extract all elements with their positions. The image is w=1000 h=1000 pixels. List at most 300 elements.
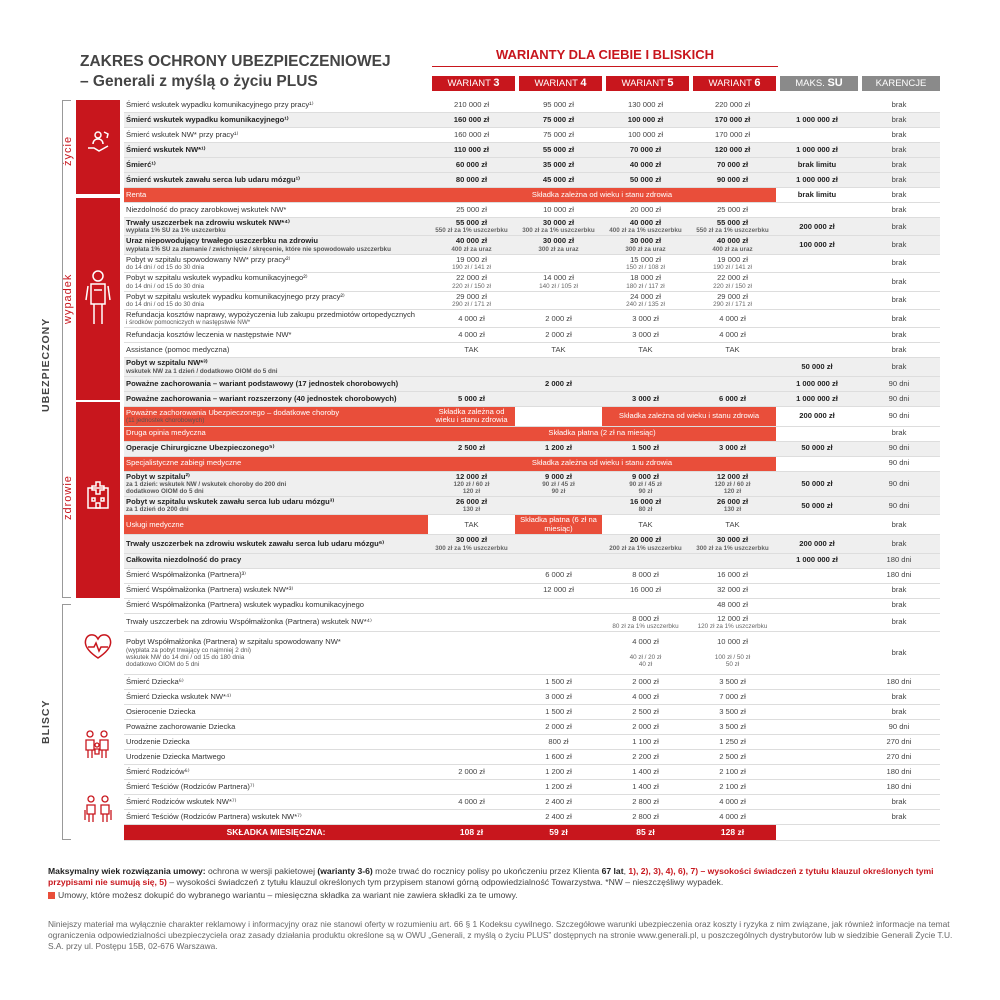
- value-cell: 16 000 zł: [602, 583, 689, 598]
- table-row: [124, 143, 940, 158]
- value-cell: 26 000 zł 130 zł: [689, 497, 776, 515]
- value-cell: 100 000 zł: [602, 113, 689, 128]
- value-cell: [515, 613, 602, 631]
- value-cell: 3 000 zł: [689, 441, 776, 456]
- value-cell: [515, 632, 602, 675]
- footnote-max-age: Maksymalny wiek rozwiązania umowy: ochrona w wersji pakietowej (warianty 3-6) może trwać do rocznicy polisy po ukończeniu przez Klienta 67 lat, 1), 2), 3), 4), 6), 7) – wysokości świadczeń z tytułu klauzul określonych tymi przypisami nie sumują się, 5) – wysokości świadczeń z tytułu klauzul określonych tym przypisem stanowi górną odpowiedzialność Towarzystwa. *NW – nieszczęśliwy wypadek.: [48, 866, 934, 887]
- row-label: Urodzenie Dziecka: [124, 735, 428, 750]
- value-cell: 12 000 zł 120 zł / 60 zł 120 zł: [428, 471, 515, 496]
- value-cell: [689, 358, 776, 376]
- table-row: [124, 291, 940, 309]
- value-cell: 2 400 zł: [515, 795, 602, 810]
- empty-cell: [776, 825, 858, 841]
- value-cell: 2 800 zł: [602, 810, 689, 825]
- max-su-cell: [776, 328, 858, 343]
- value-cell: 8 000 zł: [602, 568, 689, 583]
- karencja-cell: 180 dni: [858, 675, 940, 690]
- value-cell: 20 000 zł: [602, 203, 689, 218]
- value-cell: 16 000 zł 80 zł: [602, 497, 689, 515]
- value-cell: 1 500 zł: [602, 441, 689, 456]
- karencja-cell: brak: [858, 158, 940, 173]
- karencja-cell: brak: [858, 690, 940, 705]
- max-su-cell: 50 000 zł: [776, 441, 858, 456]
- table-row: [124, 780, 940, 795]
- value-cell: 4 000 zł: [689, 328, 776, 343]
- value-cell: 4 000 zł: [428, 310, 515, 328]
- footnote-addons: Umowy, które możesz dokupić do wybranego wariantu – miesięczna składka za wariant nie zawiera składki za te umowy.: [48, 890, 948, 901]
- value-cell: 26 000 zł 130 zł: [428, 497, 515, 515]
- value-cell: 40 000 zł 400 zł za uraz: [689, 236, 776, 254]
- max-su-cell: [776, 675, 858, 690]
- value-cell: 80 000 zł: [428, 173, 515, 188]
- karencja-cell: brak: [858, 598, 940, 613]
- row-label: Pobyt w szpitalu²⁾ za 1 dzień: wskutek NW / wskutek choroby do 200 dni dodatkowo OIOM do 5 dni: [124, 471, 428, 496]
- value-cell: 12 000 zł: [515, 583, 602, 598]
- value-cell: 30 000 zł 300 zł za 1% uszczerbku: [515, 218, 602, 236]
- value-cell: 45 000 zł: [515, 173, 602, 188]
- table-row: [124, 750, 940, 765]
- row-label: Druga opinia medyczna: [124, 426, 428, 441]
- value-cell: [428, 810, 515, 825]
- karencja-cell: brak: [858, 143, 940, 158]
- value-cell: 2 800 zł: [602, 795, 689, 810]
- karencja-cell: brak: [858, 343, 940, 358]
- max-su-cell: [776, 273, 858, 291]
- disclaimer: Niniejszy materiał ma wyłącznie charakter reklamowy i informacyjny oraz nie stanowi oferty w rozumieniu art. 66 § 1 Kodeksu cywilnego. Szczegółowe warunki ubezpieczenia oraz koszty i ryzyka z nim związane, jak również informacje na temat ograniczenia odpowiedzialności ubezpieczyciela oraz zasady działania produktu określone są w OWU „Generali, z myślą o życiu PLUS” dostępnych na stronie www.generali.pl, u poszczególnych dystrybutorów lub w siedzibie Generali Życie T.U. S.A. przy ul. Postępu 15B, 02-676 Warszawa.: [48, 919, 953, 951]
- value-cell: 90 000 zł: [689, 173, 776, 188]
- value-cell: 10 000 zł: [515, 203, 602, 218]
- row-label: Śmierć wskutek NW*¹⁾: [124, 143, 428, 158]
- max-su-cell: [776, 583, 858, 598]
- row-label: Pobyt w szpitalu wskutek wypadku komunikacyjnego przy pracy²⁾ do 14 dni / od 15 do 30 dnia: [124, 291, 428, 309]
- value-cell: [428, 750, 515, 765]
- karencja-cell: brak: [858, 236, 940, 254]
- value-cell: 2 000 zł: [515, 328, 602, 343]
- value-cell: TAK: [602, 343, 689, 358]
- premium-note: Składka zależna od wieku i stanu zdrowia: [428, 406, 515, 426]
- value-cell: 120 000 zł: [689, 143, 776, 158]
- row-label: Urodzenie Dziecka Martwego: [124, 750, 428, 765]
- heart-icon: [82, 630, 114, 662]
- value-cell: 2 100 zł: [689, 780, 776, 795]
- value-cell: [602, 553, 689, 568]
- value-cell: [428, 613, 515, 631]
- max-su-cell: [776, 765, 858, 780]
- max-su-cell: brak limitu: [776, 188, 858, 203]
- bracket-bliscy: [62, 604, 63, 840]
- max-su-cell: [776, 291, 858, 309]
- value-cell: 22 000 zł 220 zł / 150 zł: [689, 273, 776, 291]
- max-su-cell: [776, 720, 858, 735]
- row-label: Śmierć wskutek NW* przy pracy¹⁾: [124, 128, 428, 143]
- karencja-cell: 90 dni: [858, 471, 940, 496]
- premium-note: Składka zależna od wieku i stanu zdrowia: [428, 456, 776, 471]
- max-su-cell: [776, 690, 858, 705]
- value-cell: 3 500 zł: [689, 705, 776, 720]
- row-label: Pobyt w szpitalu NW*³⁾ wskutek NW za 1 dzień / dodatkowo OIOM do 5 dni: [124, 358, 428, 376]
- max-su-cell: [776, 254, 858, 272]
- table-row: [124, 613, 940, 631]
- karencja-cell: 90 dni: [858, 441, 940, 456]
- value-cell: 2 200 zł: [602, 750, 689, 765]
- value-cell: 3 500 zł: [689, 675, 776, 690]
- value-cell: 95 000 zł: [515, 98, 602, 113]
- karencja-cell: brak: [858, 535, 940, 553]
- max-su-cell: [776, 203, 858, 218]
- premium-note: Składka płatna (2 zł na miesiąc): [428, 426, 776, 441]
- karencja-cell: brak: [858, 128, 940, 143]
- value-cell: [428, 690, 515, 705]
- table-row: [124, 456, 940, 471]
- max-su-cell: 50 000 zł: [776, 358, 858, 376]
- column-header-wariant-6: WARIANT 6: [693, 76, 776, 91]
- table-row: [124, 441, 940, 456]
- parents-icon: [82, 792, 114, 824]
- karencja-cell: brak: [858, 515, 940, 535]
- row-label: Trwały uszczerbek na zdrowiu Współmałżonka (Partnera) wskutek NW*⁴⁾: [124, 613, 428, 631]
- value-cell: 25 000 zł: [689, 203, 776, 218]
- value-cell: 4 000 zł: [428, 328, 515, 343]
- value-cell: [428, 598, 515, 613]
- value-cell: 100 000 zł: [602, 128, 689, 143]
- value-cell: 220 000 zł: [689, 98, 776, 113]
- value-cell: 4 000 zł 40 zł / 20 zł 40 zł: [602, 632, 689, 675]
- life-icon: [82, 126, 114, 158]
- max-su-cell: brak limitu: [776, 158, 858, 173]
- value-cell: [515, 254, 602, 272]
- table-row: [124, 583, 940, 598]
- column-header-karencje: KARENCJE: [862, 76, 940, 91]
- row-label: Refundacja kosztów naprawy, wypożyczenia lub zakupu przedmiotów ortopedycznych i środków pomocniczych w następstwie NW*: [124, 310, 428, 328]
- max-su-cell: [776, 735, 858, 750]
- row-label: Śmierć Dziecka⁶⁾: [124, 675, 428, 690]
- value-cell: 2 500 zł: [689, 750, 776, 765]
- value-cell: 14 000 zł 140 zł / 105 zł: [515, 273, 602, 291]
- row-label: Śmierć wskutek wypadku komunikacyjnego przy pracy¹⁾: [124, 98, 428, 113]
- value-cell: 60 000 zł: [428, 158, 515, 173]
- karencja-cell: 180 dni: [858, 780, 940, 795]
- max-su-cell: [776, 750, 858, 765]
- karencja-cell: brak: [858, 254, 940, 272]
- table-row: [124, 328, 940, 343]
- max-su-cell: 1 000 000 zł: [776, 376, 858, 391]
- max-su-cell: 200 000 zł: [776, 535, 858, 553]
- value-cell: 29 000 zł 290 zł / 171 zł: [428, 291, 515, 309]
- value-cell: [602, 376, 689, 391]
- value-cell: 15 000 zł 150 zł / 108 zł: [602, 254, 689, 272]
- row-label: Specjalistyczne zabiegi medyczne: [124, 456, 428, 471]
- value-cell: 1 600 zł: [515, 750, 602, 765]
- table-row: [124, 236, 940, 254]
- monthly-premium-value: 108 zł: [428, 825, 515, 841]
- column-header-wariant-5: WARIANT 5: [606, 76, 689, 91]
- table-row: [124, 765, 940, 780]
- max-su-cell: 1 000 000 zł: [776, 143, 858, 158]
- table-row: [124, 173, 940, 188]
- value-cell: [602, 358, 689, 376]
- table-row: [124, 158, 940, 173]
- value-cell: 25 000 zł: [428, 203, 515, 218]
- value-cell: [428, 705, 515, 720]
- value-cell: 3 000 zł: [602, 391, 689, 406]
- table-row: [124, 113, 940, 128]
- value-cell: 2 100 zł: [689, 765, 776, 780]
- value-cell: 2 400 zł: [515, 810, 602, 825]
- row-label: Renta: [124, 188, 428, 203]
- value-cell: 75 000 zł: [515, 128, 602, 143]
- variants-header-line: [432, 66, 778, 67]
- value-cell: 6 000 zł: [515, 568, 602, 583]
- karencja-cell: brak: [858, 98, 940, 113]
- karencja-cell: 270 dni: [858, 750, 940, 765]
- value-cell: 7 000 zł: [689, 690, 776, 705]
- hospital-icon: [82, 480, 114, 512]
- table-row: [124, 632, 940, 675]
- value-cell: 20 000 zł 200 zł za 1% uszczerbku: [602, 535, 689, 553]
- value-cell: 1 200 zł: [515, 780, 602, 795]
- value-cell: [515, 535, 602, 553]
- karencja-cell: brak: [858, 188, 940, 203]
- table-row: [124, 203, 940, 218]
- table-row: [124, 343, 940, 358]
- value-cell: 12 000 zł 120 zł za 1% uszczerbku: [689, 613, 776, 631]
- table-row: [124, 426, 940, 441]
- row-label: Poważne zachorowania – wariant podstawowy (17 jednostek chorobowych): [124, 376, 428, 391]
- accident-icon: [82, 268, 114, 328]
- value-cell: 19 000 zł 190 zł / 141 zł: [689, 254, 776, 272]
- value-cell: 4 000 zł: [428, 795, 515, 810]
- table-row: [124, 598, 940, 613]
- max-su-cell: 50 000 zł: [776, 497, 858, 515]
- value-cell: 2 000 zł: [515, 720, 602, 735]
- max-su-cell: [776, 310, 858, 328]
- value-cell: [428, 632, 515, 675]
- value-cell: 2 500 zł: [428, 441, 515, 456]
- group-label-zdrowie: zdrowie: [62, 475, 74, 520]
- max-su-cell: [776, 426, 858, 441]
- karencja-cell: 90 dni: [858, 406, 940, 426]
- karencja-cell: brak: [858, 291, 940, 309]
- value-cell: 210 000 zł: [428, 98, 515, 113]
- value-cell: [428, 720, 515, 735]
- value-cell: 3 000 zł: [602, 328, 689, 343]
- karencja-cell: 90 dni: [858, 456, 940, 471]
- row-label: Trwały uszczerbek na zdrowiu wskutek zawału serca lub udaru mózgu⁶⁾: [124, 535, 428, 553]
- row-label: Śmierć Współmałżonka (Partnera) wskutek NW*³⁾: [124, 583, 428, 598]
- value-cell: 4 000 zł: [689, 310, 776, 328]
- row-label: Śmierć¹⁾: [124, 158, 428, 173]
- karencja-cell: brak: [858, 583, 940, 598]
- max-su-cell: 1 000 000 zł: [776, 553, 858, 568]
- karencja-cell: brak: [858, 310, 940, 328]
- value-cell: 8 000 zł 80 zł za 1% uszczerbku: [602, 613, 689, 631]
- table-row: [124, 471, 940, 496]
- row-label: Poważne zachorowania – wariant rozszerzony (40 jednostek chorobowych): [124, 391, 428, 406]
- max-su-cell: [776, 515, 858, 535]
- title-line-2: – Generali z myślą o życiu PLUS: [80, 73, 318, 90]
- value-cell: 70 000 zł: [689, 158, 776, 173]
- value-cell: 4 000 zł: [602, 690, 689, 705]
- karencja-cell: brak: [858, 795, 940, 810]
- max-su-cell: 50 000 zł: [776, 471, 858, 496]
- max-su-cell: 200 000 zł: [776, 406, 858, 426]
- table-row: [124, 690, 940, 705]
- value-cell: 110 000 zł: [428, 143, 515, 158]
- value-cell: [515, 497, 602, 515]
- value-cell: [428, 553, 515, 568]
- max-su-cell: 1 000 000 zł: [776, 113, 858, 128]
- karencja-cell: 90 dni: [858, 391, 940, 406]
- value-cell: [515, 358, 602, 376]
- monthly-premium-value: 128 zł: [689, 825, 776, 841]
- table-row: [124, 358, 940, 376]
- karencja-cell: brak: [858, 218, 940, 236]
- karencja-cell: brak: [858, 705, 940, 720]
- red-square-legend: [48, 892, 55, 899]
- karencja-cell: brak: [858, 173, 940, 188]
- table-row: [124, 188, 940, 203]
- karencja-cell: 180 dni: [858, 765, 940, 780]
- value-cell: 3 000 zł: [602, 310, 689, 328]
- value-cell: TAK: [428, 343, 515, 358]
- group-label-zycie: życie: [62, 135, 74, 166]
- karencja-cell: brak: [858, 426, 940, 441]
- karencja-cell: brak: [858, 810, 940, 825]
- value-cell: 55 000 zł 550 zł za 1% uszczerbku: [689, 218, 776, 236]
- value-cell: 160 000 zł: [428, 113, 515, 128]
- karencja-cell: 270 dni: [858, 735, 940, 750]
- value-cell: 16 000 zł: [689, 568, 776, 583]
- karencja-cell: 180 dni: [858, 568, 940, 583]
- karencja-cell: brak: [858, 613, 940, 631]
- value-cell: 10 000 zł 100 zł / 50 zł 50 zł: [689, 632, 776, 675]
- value-cell: 170 000 zł: [689, 128, 776, 143]
- value-cell: 1 500 zł: [515, 705, 602, 720]
- value-cell: 2 500 zł: [602, 705, 689, 720]
- value-cell: 29 000 zł 290 zł / 171 zł: [689, 291, 776, 309]
- value-cell: [428, 675, 515, 690]
- premium-note: Składka zależna od wieku i stanu zdrowia: [428, 188, 776, 203]
- value-cell: 55 000 zł: [515, 143, 602, 158]
- value-cell: 2 000 zł: [515, 376, 602, 391]
- value-cell: 48 000 zł: [689, 598, 776, 613]
- karencja-cell: brak: [858, 113, 940, 128]
- row-label: Śmierć Współmałżonka (Partnera)³⁾: [124, 568, 428, 583]
- max-su-cell: [776, 343, 858, 358]
- karencja-cell: brak: [858, 328, 940, 343]
- table-row: [124, 735, 940, 750]
- max-su-cell: [776, 98, 858, 113]
- max-su-cell: 100 000 zł: [776, 236, 858, 254]
- value-cell: 35 000 zł: [515, 158, 602, 173]
- table-row: [124, 553, 940, 568]
- table-row: [124, 310, 940, 328]
- table-row: [124, 128, 940, 143]
- value-cell: 5 000 zł: [428, 391, 515, 406]
- value-cell: 40 000 zł 400 zł za uraz: [428, 236, 515, 254]
- premium-note: Składka zależna od wieku i stanu zdrowia: [602, 406, 776, 426]
- empty-cell: [858, 825, 940, 841]
- column-header-wariant-3: WARIANT 3: [432, 76, 515, 91]
- value-cell: 24 000 zł 240 zł / 135 zł: [602, 291, 689, 309]
- value-cell: 1 200 zł: [515, 441, 602, 456]
- row-label: Śmierć wskutek wypadku komunikacyjnego¹⁾: [124, 113, 428, 128]
- row-label: Poważne zachorowanie Dziecka: [124, 720, 428, 735]
- value-cell: 2 000 zł: [515, 310, 602, 328]
- value-cell: 2 000 zł: [602, 675, 689, 690]
- value-cell: [428, 376, 515, 391]
- column-header-wariant-4: WARIANT 4: [519, 76, 602, 91]
- value-cell: 1 100 zł: [602, 735, 689, 750]
- value-cell: 32 000 zł: [689, 583, 776, 598]
- row-label: Pobyt w szpitalu spowodowany NW* przy pracy²⁾ do 14 dni / od 15 do 30 dnia: [124, 254, 428, 272]
- value-cell: 22 000 zł 220 zł / 150 zł: [428, 273, 515, 291]
- table-row: [124, 98, 940, 113]
- table-row: [124, 720, 940, 735]
- max-su-cell: 200 000 zł: [776, 218, 858, 236]
- value-cell: 1 200 zł: [515, 765, 602, 780]
- value-cell: 30 000 zł 300 zł za 1% uszczerbku: [428, 535, 515, 553]
- row-label: Assistance (pomoc medyczna): [124, 343, 428, 358]
- row-label: Pobyt Współmałżonka (Partnera) w szpitalu spowodowany NW* (wypłata za pobyt trwający co najmniej 2 dni) wskutek NW do 14 dni / od 15 do 180 dnia dodatkowo OIOM do 5 dni: [124, 632, 428, 675]
- karencja-cell: 90 dni: [858, 376, 940, 391]
- table-row: [124, 218, 940, 236]
- row-label: Refundacja kosztów leczenia w następstwie NW*: [124, 328, 428, 343]
- max-su-cell: [776, 810, 858, 825]
- value-cell: [689, 376, 776, 391]
- value-cell: 1 400 zł: [602, 780, 689, 795]
- table-row: [124, 795, 940, 810]
- coverage-table: [124, 98, 940, 841]
- group-label-wypadek: wypadek: [62, 273, 74, 324]
- value-cell: 1 250 zł: [689, 735, 776, 750]
- value-cell: 40 000 zł 400 zł za 1% uszczerbku: [602, 218, 689, 236]
- value-cell: 4 000 zł: [689, 795, 776, 810]
- row-label: Śmierć Teściów (Rodziców Partnera) wskutek NW*⁷⁾: [124, 810, 428, 825]
- value-cell: TAK: [428, 515, 515, 535]
- max-su-cell: [776, 780, 858, 795]
- value-cell: 30 000 zł 300 zł za uraz: [515, 236, 602, 254]
- row-label: Trwały uszczerbek na zdrowiu wskutek NW*⁴⁾ wypłata 1% SU za 1% uszczerbku: [124, 218, 428, 236]
- group-label-bliscy: BLISCY: [40, 699, 52, 744]
- value-cell: 3 500 zł: [689, 720, 776, 735]
- value-cell: [515, 598, 602, 613]
- max-su-cell: [776, 795, 858, 810]
- max-su-cell: 1 000 000 zł: [776, 173, 858, 188]
- row-label: Operacje Chirurgiczne Ubezpieczonego⁵⁾: [124, 441, 428, 456]
- value-cell: [428, 735, 515, 750]
- table-row: [124, 568, 940, 583]
- value-cell: [428, 568, 515, 583]
- table-row: [124, 675, 940, 690]
- max-su-cell: [776, 568, 858, 583]
- value-cell: 50 000 zł: [602, 173, 689, 188]
- variants-header: WARIANTY DLA CIEBIE I BLISKICH: [495, 47, 715, 62]
- karencja-cell: brak: [858, 273, 940, 291]
- value-cell: 4 000 zł: [689, 810, 776, 825]
- row-label: Osierocenie Dziecka: [124, 705, 428, 720]
- value-cell: TAK: [602, 515, 689, 535]
- max-su-cell: [776, 632, 858, 675]
- karencja-cell: 90 dni: [858, 720, 940, 735]
- value-cell: 75 000 zł: [515, 113, 602, 128]
- bracket-ubezpieczony: [62, 100, 63, 598]
- value-cell: 800 zł: [515, 735, 602, 750]
- value-cell: 30 000 zł 300 zł za 1% uszczerbku: [689, 535, 776, 553]
- value-cell: 30 000 zł 300 zł za uraz: [602, 236, 689, 254]
- row-label: Śmierć Dziecka wskutek NW*⁴⁾: [124, 690, 428, 705]
- table-row: [124, 406, 940, 426]
